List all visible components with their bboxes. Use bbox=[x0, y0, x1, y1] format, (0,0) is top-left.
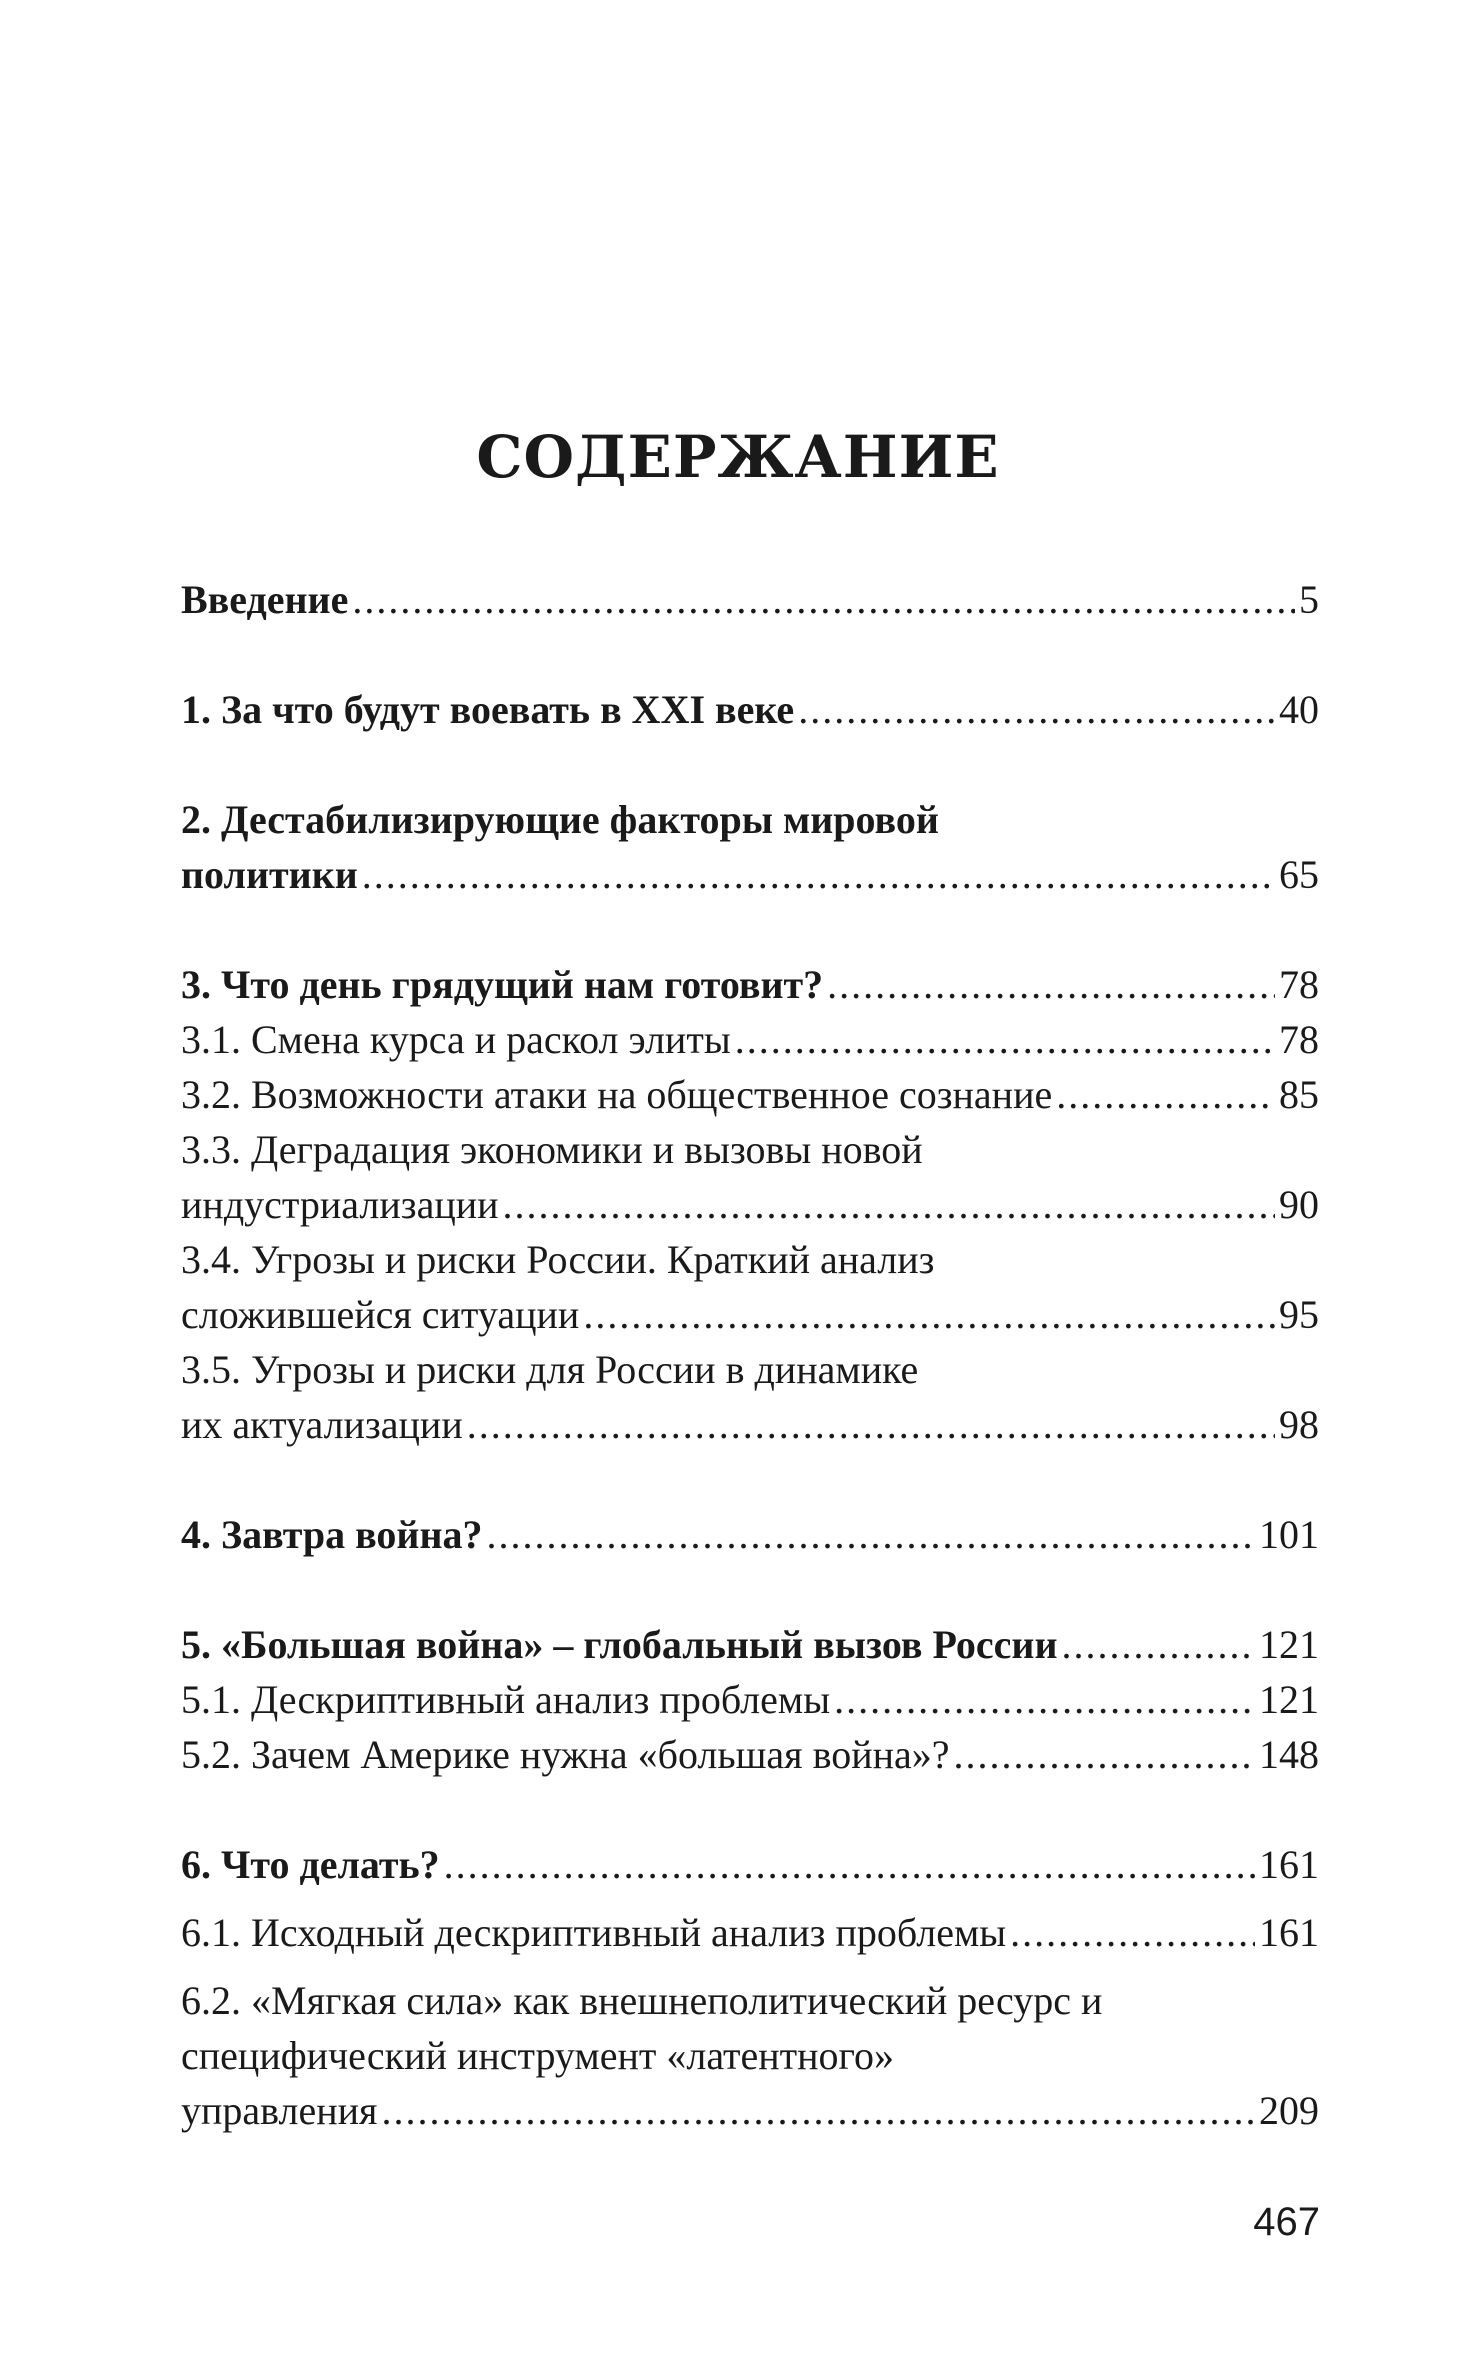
dot-leader bbox=[827, 957, 1275, 1012]
toc-entry-label: 5. «Большая война» – глобальный вызов России bbox=[181, 1622, 1058, 1667]
dot-leader bbox=[444, 1837, 1255, 1892]
toc-page-number: 78 bbox=[1279, 1017, 1319, 1062]
toc-entry-label: 5.2. Зачем Америке нужна «большая война»? bbox=[181, 1732, 950, 1777]
toc-entry-label: их актуализации bbox=[181, 1402, 463, 1447]
dot-leader bbox=[834, 1672, 1255, 1727]
toc-entry-section-6-2 bbox=[181, 1973, 1319, 2138]
toc-page-number: 65 bbox=[1279, 852, 1319, 897]
toc-entry-chapter-2 bbox=[181, 792, 1319, 902]
toc-entry-section-3-1 bbox=[181, 1012, 1319, 1067]
toc-entry-chapter-1 bbox=[181, 682, 1319, 737]
toc-page-number: 121 bbox=[1259, 1622, 1319, 1667]
toc-entry-label: 4. Завтра война? bbox=[181, 1512, 483, 1557]
toc-page-number: 121 bbox=[1259, 1677, 1319, 1722]
toc-entry-chapter-6 bbox=[181, 1837, 1319, 1892]
toc-entry-label: индустриализации bbox=[181, 1182, 499, 1227]
toc-entry-section-3-2 bbox=[181, 1067, 1319, 1122]
toc-entry-label: 5.1. Дескриптивный анализ проблемы bbox=[181, 1677, 831, 1722]
toc-entry-label-line: 3.3. Деградация экономики и вызовы новой bbox=[181, 1127, 923, 1172]
toc-entry-label: сложившейся ситуации bbox=[181, 1292, 580, 1337]
dot-leader bbox=[467, 1397, 1275, 1452]
toc-page-number: 101 bbox=[1259, 1512, 1319, 1557]
toc-page-number: 209 bbox=[1259, 2088, 1319, 2133]
toc-entry-label-line: 3.4. Угрозы и риски России. Краткий анализ bbox=[181, 1237, 935, 1282]
toc-entry-label-line: 6.2. «Мягкая сила» как внешнеполитический ресурс и специфический инструмент «латентного» bbox=[181, 1978, 1103, 2078]
dot-leader bbox=[1010, 1905, 1255, 1960]
toc-entry-label: 6.1. Исходный дескриптивный анализ проблемы bbox=[181, 1910, 1007, 1955]
toc-entry-label: 1. За что будут воевать в XXI веке bbox=[181, 687, 795, 732]
toc-entry-chapter-5 bbox=[181, 1617, 1319, 1672]
toc-entry-label: Введение bbox=[181, 577, 349, 622]
toc-entry-label-line: 3.5. Угрозы и риски для России в динамике bbox=[181, 1347, 919, 1392]
page-number: 467 bbox=[1253, 2200, 1320, 2244]
toc-entry-section-6-1 bbox=[181, 1905, 1319, 1960]
toc-page-number: 98 bbox=[1279, 1402, 1319, 1447]
toc-entry-label: управления bbox=[181, 2088, 378, 2133]
toc-entry-label: 3.1. Смена курса и раскол элиты bbox=[181, 1017, 731, 1062]
toc-page-number: 40 bbox=[1279, 687, 1319, 732]
toc-page-number: 161 bbox=[1259, 1910, 1319, 1955]
dot-leader bbox=[503, 1177, 1275, 1232]
toc-page-number: 161 bbox=[1259, 1842, 1319, 1887]
dot-leader bbox=[352, 572, 1295, 627]
page-title: СОДЕРЖАНИЕ bbox=[476, 423, 1000, 491]
toc-page-number: 90 bbox=[1279, 1182, 1319, 1227]
dot-leader bbox=[735, 1012, 1275, 1067]
toc-entry-label: 6. Что делать? bbox=[181, 1842, 440, 1887]
dot-leader bbox=[487, 1507, 1255, 1562]
toc-entry-section-3-5 bbox=[181, 1342, 1319, 1452]
toc-entry-label-line: 2. Дестабилизирующие факторы мировой bbox=[181, 797, 939, 842]
toc-entry-introduction bbox=[181, 572, 1319, 627]
toc-page-number: 85 bbox=[1279, 1072, 1319, 1117]
table-of-contents bbox=[181, 572, 1319, 2138]
toc-entry-chapter-4 bbox=[181, 1507, 1319, 1562]
toc-page-number: 148 bbox=[1259, 1732, 1319, 1777]
dot-leader bbox=[583, 1287, 1275, 1342]
toc-entry-section-5-2 bbox=[181, 1727, 1319, 1782]
dot-leader bbox=[1056, 1067, 1275, 1122]
toc-entry-section-3-3 bbox=[181, 1122, 1319, 1232]
toc-entry-label: 3.2. Возможности атаки на общественное сознание bbox=[181, 1072, 1053, 1117]
dot-leader bbox=[381, 2083, 1255, 2138]
toc-entry-label: политики bbox=[181, 852, 358, 897]
dot-leader bbox=[954, 1727, 1255, 1782]
toc-entry-label: 3. Что день грядущий нам готовит? bbox=[181, 962, 824, 1007]
toc-entry-section-5-1 bbox=[181, 1672, 1319, 1727]
dot-leader bbox=[798, 682, 1275, 737]
toc-page-number: 95 bbox=[1279, 1292, 1319, 1337]
toc-entry-chapter-3 bbox=[181, 957, 1319, 1012]
dot-leader bbox=[362, 847, 1275, 902]
dot-leader bbox=[1062, 1617, 1255, 1672]
toc-page-number: 5 bbox=[1299, 577, 1319, 622]
toc-page-number: 78 bbox=[1279, 962, 1319, 1007]
toc-entry-section-3-4 bbox=[181, 1232, 1319, 1342]
